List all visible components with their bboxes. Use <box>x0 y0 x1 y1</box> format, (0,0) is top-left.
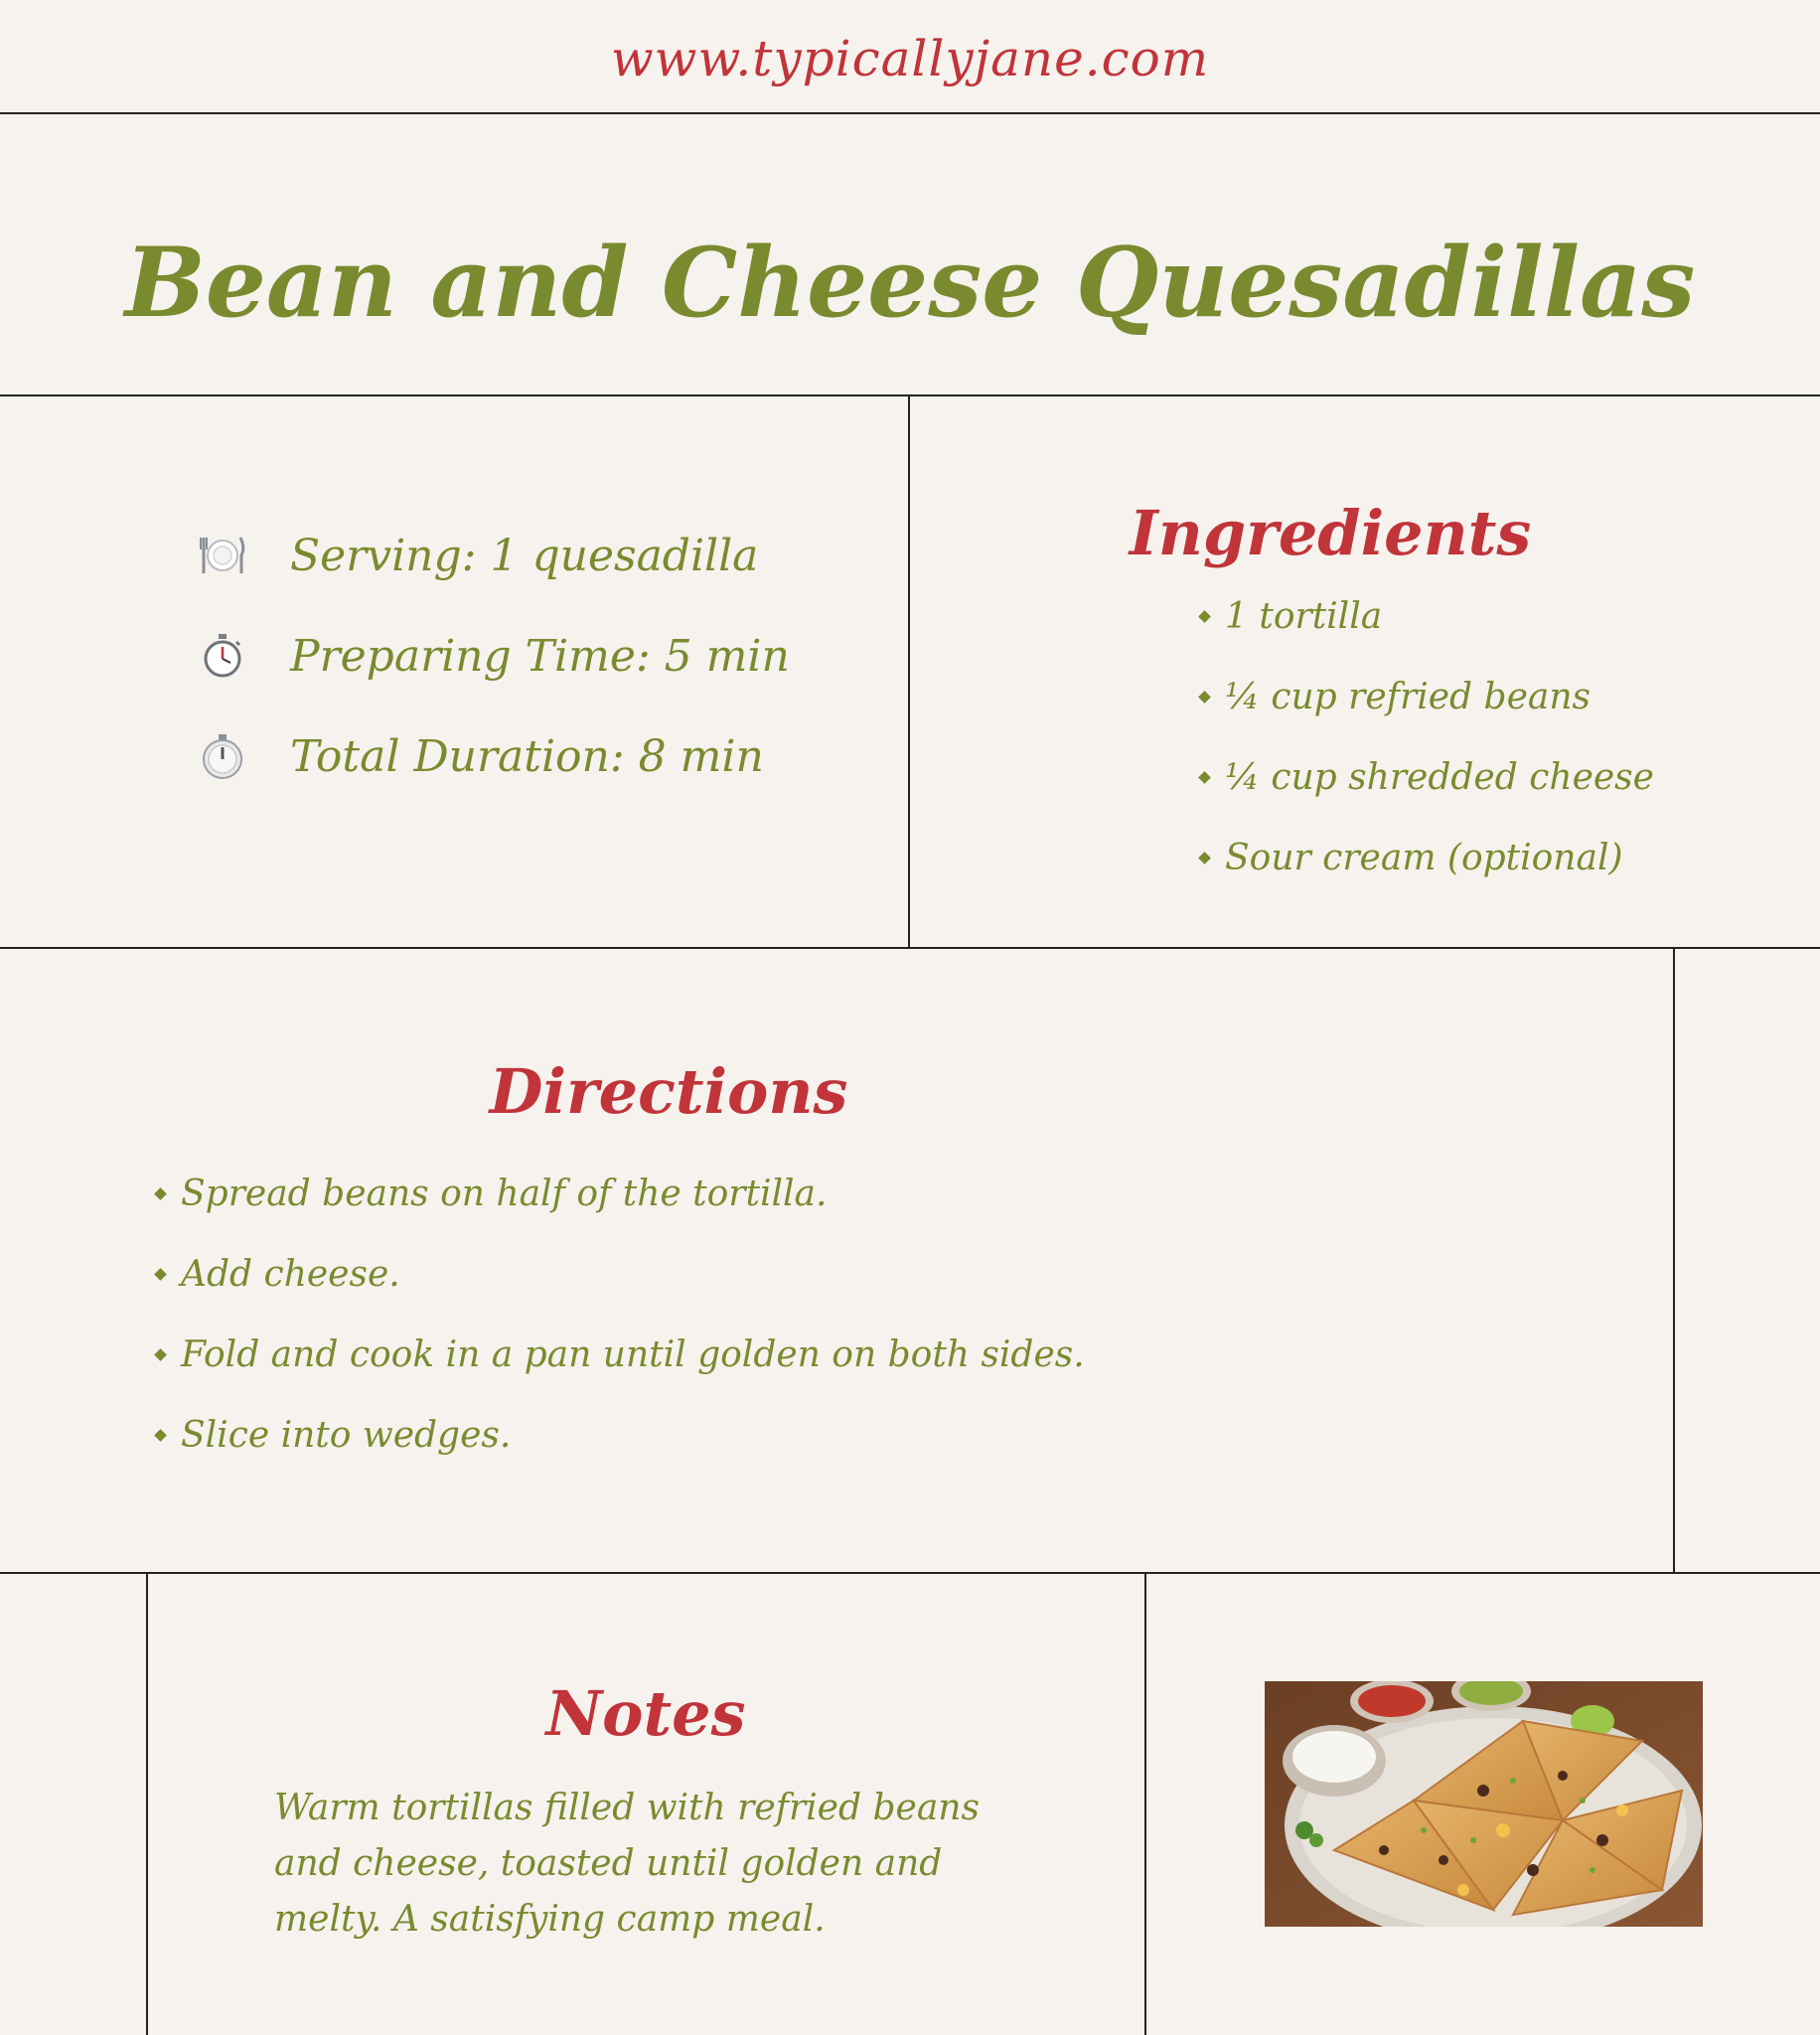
ingredients-list <box>1200 576 1654 898</box>
divider-directions-bottom <box>0 1572 1820 1574</box>
notes-text: Warm tortillas filled with refried beans and cheese, toasted until golden and melty. A satisfying camp meal. <box>274 1788 980 1940</box>
bullet-icon <box>154 1429 167 1442</box>
total-duration-text: Total Duration: 8 min <box>290 730 764 782</box>
list-item <box>156 1234 1085 1315</box>
ingredients-heading: Ingredients <box>1129 497 1532 569</box>
bullet-icon <box>1198 610 1211 623</box>
ingredient-text: ¼ cup shredded cheese <box>1225 757 1654 798</box>
list-item <box>156 1395 1085 1476</box>
site-url[interactable]: www.typicallyjane.com <box>610 30 1210 87</box>
stopwatch-icon <box>197 630 248 682</box>
list-item <box>156 1154 1085 1234</box>
list-item <box>1200 818 1654 898</box>
preparing-time-text: Preparing Time: 5 min <box>290 630 790 682</box>
list-item <box>1200 657 1654 737</box>
list-item <box>156 1315 1085 1395</box>
directions-heading: Directions <box>489 1055 848 1128</box>
bullet-icon <box>1198 852 1211 864</box>
direction-text: Fold and cook in a pan until golden on both sides. <box>181 1334 1085 1375</box>
notes-heading: Notes <box>545 1677 746 1750</box>
meta-total-duration <box>197 721 764 791</box>
directions-list <box>156 1154 1085 1476</box>
quesadilla-photo <box>1265 1681 1703 1927</box>
meta-preparing-time <box>197 621 790 691</box>
meta-serving <box>197 521 758 590</box>
ingredient-text: 1 tortilla <box>1225 596 1383 637</box>
divider-notes-right <box>1144 1572 1146 2035</box>
serving-text: Serving: 1 quesadilla <box>290 530 759 581</box>
list-item <box>1200 737 1654 818</box>
divider-notes-left <box>146 1572 148 2035</box>
divider-title <box>0 394 1820 396</box>
bullet-icon <box>1198 691 1211 704</box>
bullet-icon <box>1198 771 1211 784</box>
bullet-icon <box>154 1268 167 1281</box>
bullet-icon <box>154 1187 167 1200</box>
divider-directions-right <box>1673 947 1675 1572</box>
ingredient-text: Sour cream (optional) <box>1225 838 1623 878</box>
divider-header <box>0 112 1820 114</box>
bullet-icon <box>154 1348 167 1361</box>
ingredient-text: ¼ cup refried beans <box>1225 677 1591 717</box>
direction-text: Slice into wedges. <box>181 1415 512 1456</box>
list-item <box>1200 576 1654 657</box>
timer-icon <box>197 730 248 782</box>
direction-text: Spread beans on half of the tortilla. <box>181 1174 828 1214</box>
plate-cutlery-icon <box>197 530 248 581</box>
divider-ingredients-bottom <box>0 947 1820 949</box>
recipe-title: Bean and Cheese Quesadillas <box>124 227 1696 339</box>
direction-text: Add cheese. <box>181 1254 400 1295</box>
divider-meta-ingredients <box>908 394 910 947</box>
